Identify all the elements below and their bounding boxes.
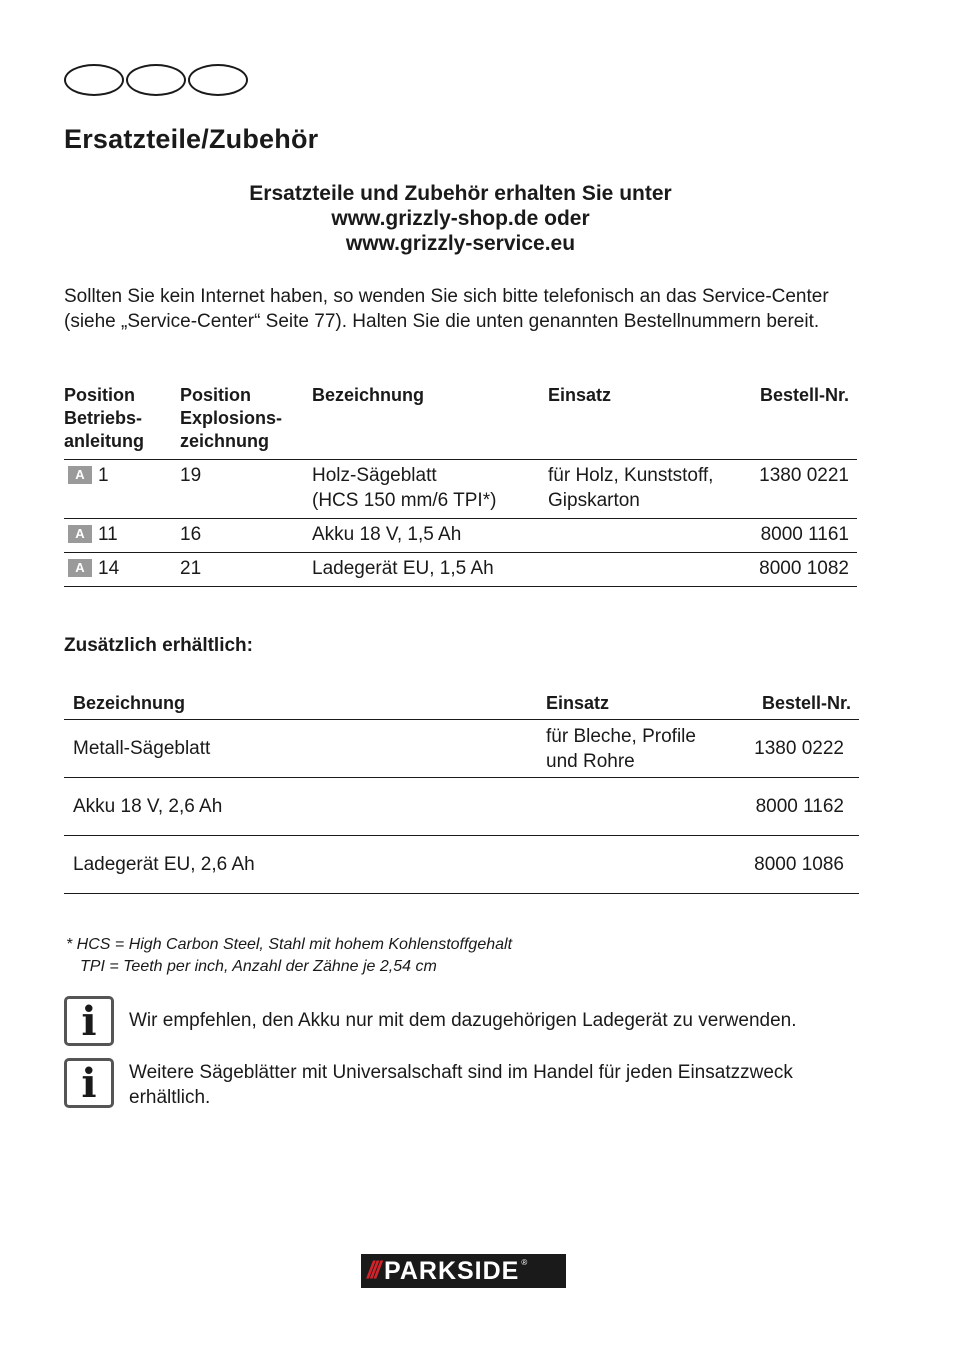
- parts-table: [64, 384, 857, 587]
- name-cell: Holz-Sägeblatt (HCS 150 mm/6 TPI*): [312, 460, 548, 519]
- table-row: [64, 836, 859, 894]
- logo-wordmark: PARKSIDE: [384, 1256, 520, 1285]
- col-name: Bezeichnung: [312, 385, 425, 405]
- table-row: [64, 553, 857, 587]
- order-info: [64, 181, 857, 256]
- use-cell: [548, 553, 738, 587]
- name-cell: Ladegerät EU, 1,5 Ah: [312, 553, 548, 587]
- col-position-manual: Position Betriebs- anleitung: [64, 385, 144, 451]
- col-order-number: Bestell-Nr.: [761, 693, 851, 713]
- use-cell: [537, 836, 728, 894]
- col-position-explosion: Position Explosions- zeichnung: [180, 385, 283, 451]
- parts-header-row: [64, 384, 857, 460]
- figure-badge: A: [68, 559, 92, 577]
- info-note-text: Wir empfehlen, den Akku nur mit dem dazugehörigen Ladegerät zu verwenden.: [129, 1010, 797, 1031]
- table-row: [64, 720, 859, 778]
- name-cell: Metall-Sägeblatt: [64, 720, 537, 778]
- parkside-logo: [361, 1254, 566, 1288]
- language-oval: [64, 64, 124, 96]
- order-number-cell: 8000 1162: [728, 778, 859, 836]
- figure-badge: A: [68, 525, 92, 543]
- position-manual-cell: A 11: [64, 519, 180, 553]
- order-info-line: Ersatzteile und Zubehör erhalten Sie unter: [249, 182, 672, 205]
- table-row: [64, 519, 857, 553]
- order-number-cell: 8000 1082: [738, 553, 857, 587]
- page-title: Ersatzteile/Zubehör: [64, 124, 319, 154]
- table-row: [64, 460, 857, 519]
- language-oval: [126, 64, 186, 96]
- info-note-charger: [64, 996, 849, 1046]
- footnote-tpi: TPI = Teeth per inch, Anzahl der Zähne je 2,54 cm: [80, 958, 437, 975]
- accessories-header-row: [64, 692, 859, 720]
- order-number-cell: 1380 0222: [728, 720, 859, 778]
- language-ovals: [64, 64, 248, 96]
- use-cell: [537, 778, 728, 836]
- use-cell: [548, 519, 738, 553]
- order-number-cell: 8000 1161: [738, 519, 857, 553]
- use-cell: für Bleche, Profile und Rohre: [537, 720, 728, 778]
- position-manual-cell: A 1: [64, 460, 180, 519]
- footnote-hcs: * HCS = High Carbon Steel, Stahl mit hohem Kohlenstoffgehalt: [66, 936, 513, 953]
- col-use: Einsatz: [548, 385, 612, 405]
- position-manual-cell: A 14: [64, 553, 180, 587]
- position-explosion-cell: 16: [180, 519, 312, 553]
- logo-registered-mark: ®: [521, 1258, 528, 1267]
- service-url: www.grizzly-service.eu: [345, 232, 576, 255]
- col-use: Einsatz: [546, 693, 610, 713]
- col-name: Bezeichnung: [73, 693, 186, 713]
- info-icon: i: [64, 996, 114, 1046]
- use-cell: für Holz, Kunststoff, Gipskarton: [548, 460, 738, 519]
- info-note-text: Weitere Sägeblätter mit Universalschaft sind im Handel für jeden Einsatzzweck erhältlich.: [129, 1062, 793, 1108]
- position-explosion-cell: 21: [180, 553, 312, 587]
- info-note-blades: [64, 1058, 849, 1110]
- logo-slashes: ///: [367, 1257, 379, 1284]
- shop-url: www.grizzly-shop.de oder: [331, 207, 590, 230]
- additional-heading: Zusätzlich erhältlich:: [64, 635, 253, 656]
- accessories-table: [64, 692, 859, 894]
- order-number-cell: 1380 0221: [738, 460, 857, 519]
- position-explosion-cell: 19: [180, 460, 312, 519]
- order-number-cell: 8000 1086: [728, 836, 859, 894]
- intro-paragraph: Sollten Sie kein Internet haben, so wenden Sie sich bitte telefonisch an das Service-Center (siehe „Service-Center“ Seite 77). Halten Sie die unten genannten Bestellnummern bereit.: [64, 286, 829, 332]
- name-cell: Ladegerät EU, 2,6 Ah: [64, 836, 537, 894]
- footnote: [66, 934, 512, 978]
- language-oval: [188, 64, 248, 96]
- name-cell: Akku 18 V, 2,6 Ah: [64, 778, 537, 836]
- figure-badge: A: [68, 466, 92, 484]
- name-cell: Akku 18 V, 1,5 Ah: [312, 519, 548, 553]
- info-icon: i: [64, 1058, 114, 1108]
- col-order-number: Bestell-Nr.: [759, 385, 849, 405]
- table-row: [64, 778, 859, 836]
